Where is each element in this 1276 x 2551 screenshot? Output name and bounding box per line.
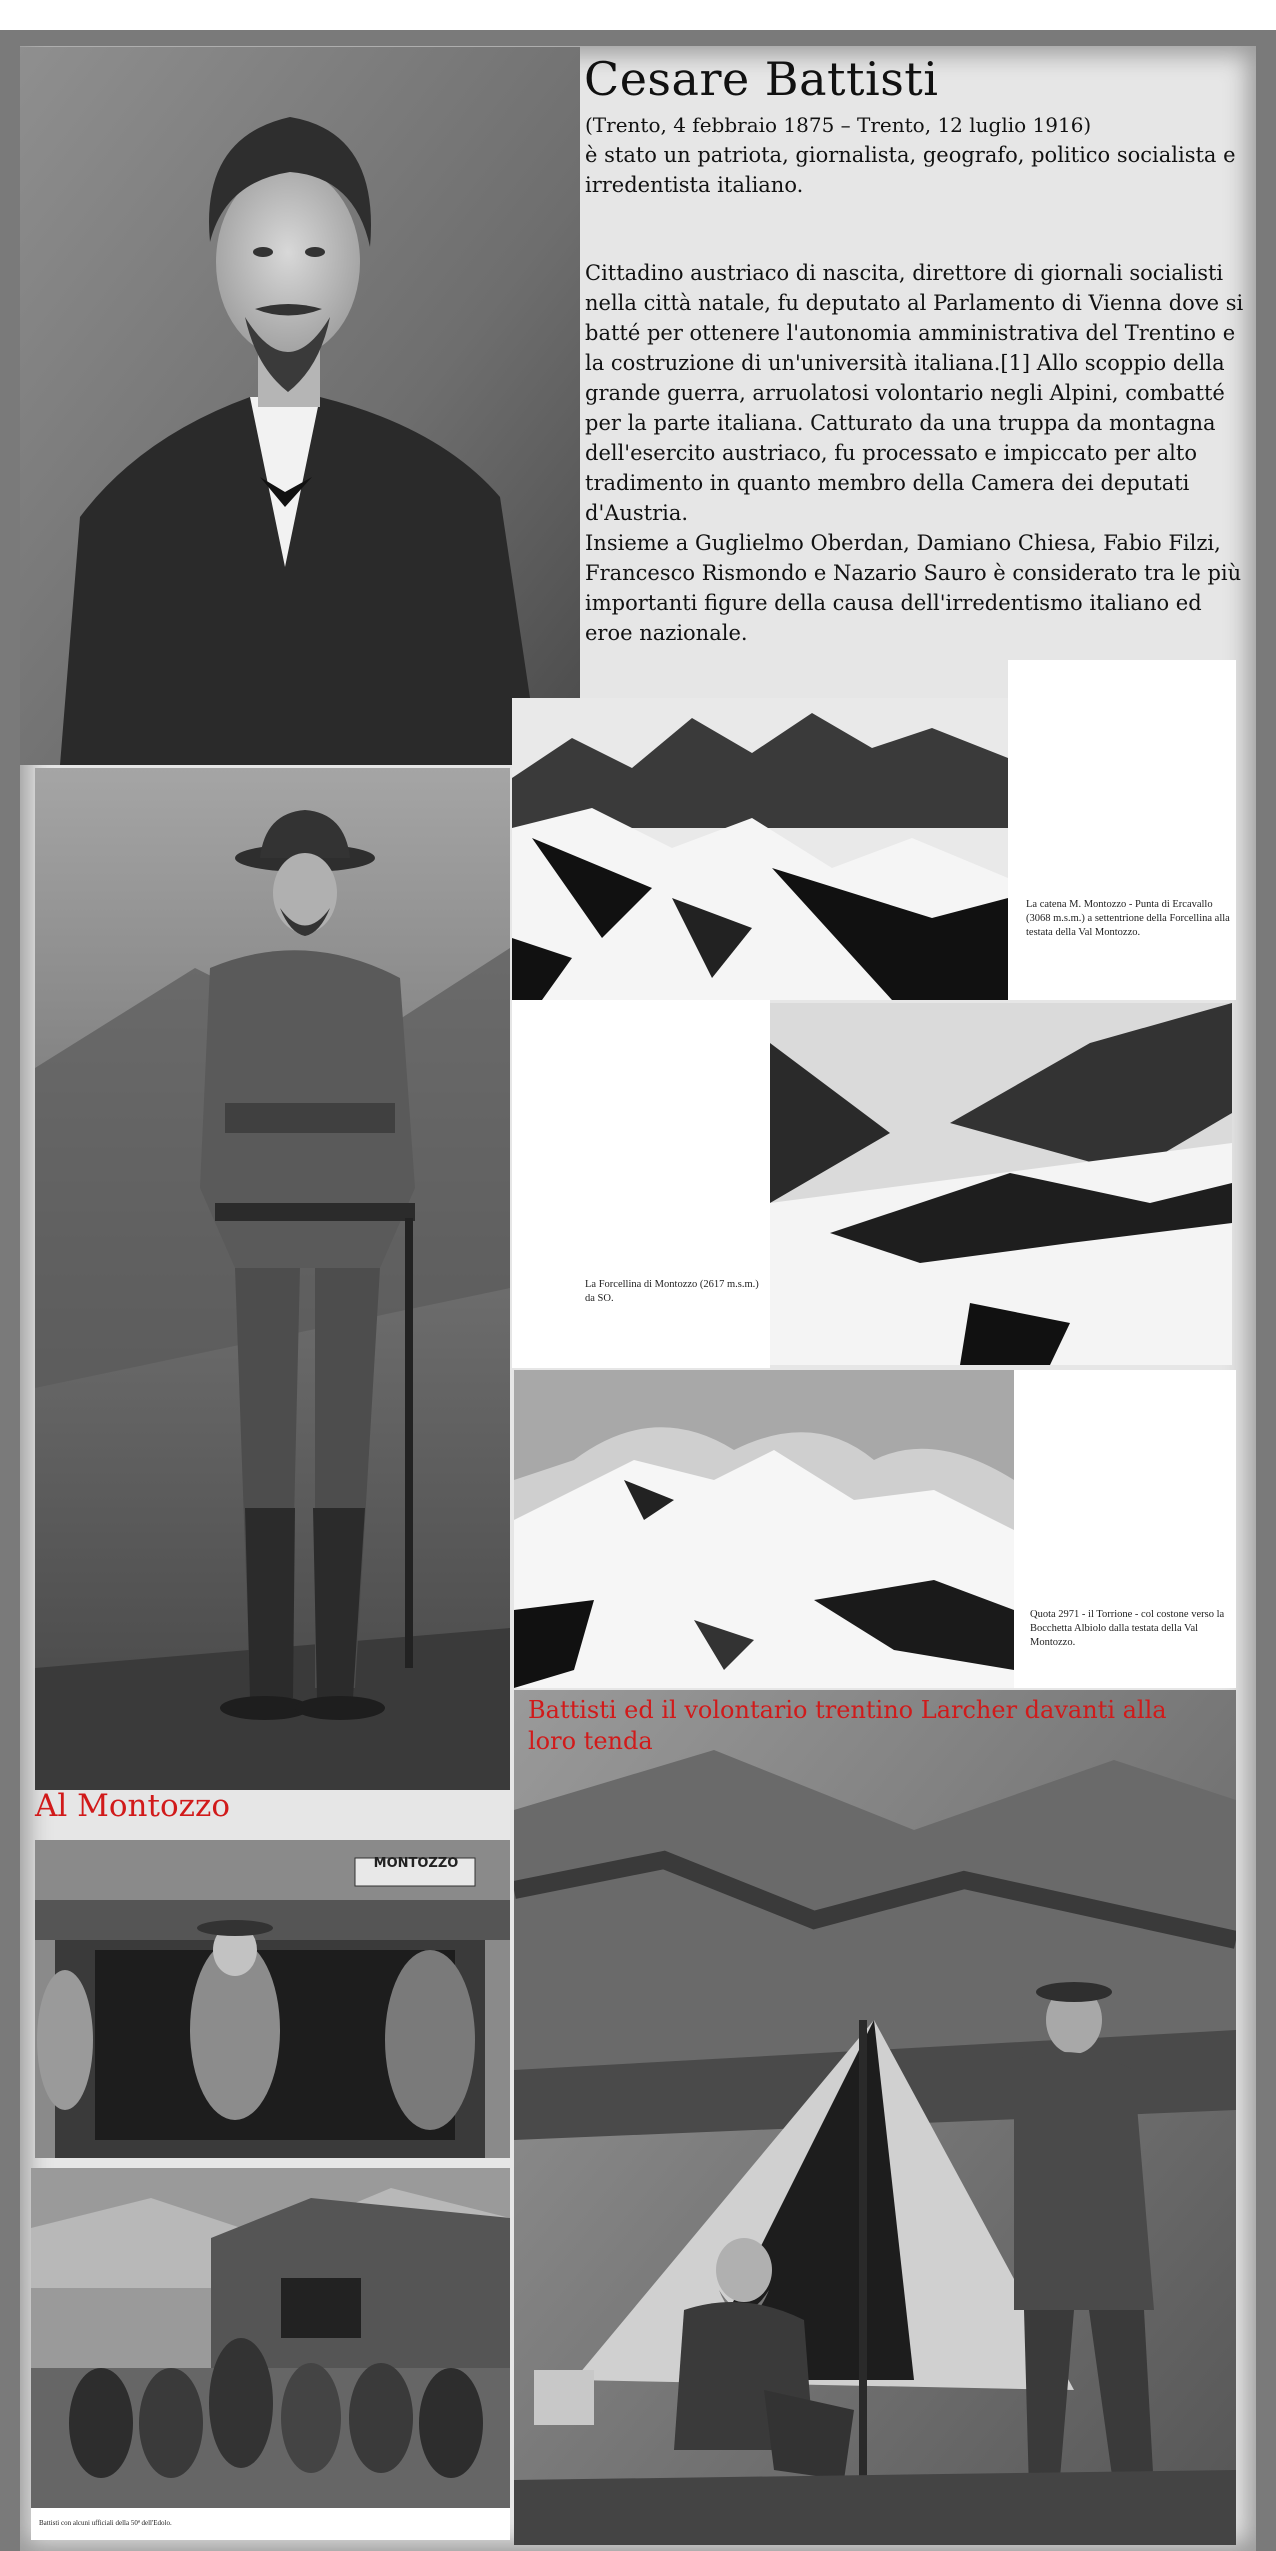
life-dates: (Trento, 4 febbraio 1875 – Trento, 12 luglio 1916) xyxy=(585,113,1092,137)
mountain-photo-1 xyxy=(512,698,1008,1000)
tent-photo xyxy=(514,1690,1236,2545)
page-title: Cesare Battisti xyxy=(584,52,939,106)
caption-officers: Battisti con alcuni ufficiali della 50ª dell'Edolo. xyxy=(39,2519,172,2527)
montozzo-hut-photo xyxy=(35,1840,510,2158)
mountain-photo-2-margin xyxy=(512,1000,770,1368)
tent-heading: Battisti ed il volontario trentino Larcher davanti alla loro tenda xyxy=(528,1696,1167,1755)
standing-soldier-photo xyxy=(35,768,510,1790)
portrait-photo xyxy=(20,47,580,765)
caption-mountain-3: Quota 2971 - il Torrione - col costone verso la Bocchetta Albiolo dalla testata della Val Montozzo. xyxy=(1030,1609,1225,1648)
mountain-photo-2 xyxy=(770,1003,1232,1365)
mountain-photo-1-margin xyxy=(1008,660,1236,1000)
intro-text: è stato un patriota, giornalista, geografo, politico socialista e irredentista italiano. xyxy=(585,143,1236,197)
biography-paragraph-1: Cittadino austriaco di nascita, direttore di giornali socialisti nella città natale, fu deputato al Parlamento di Vienna dove si batté per ottenere l'autonomia amministrativa del Trentino e la costruzione di un'università italiana.[1] Allo scoppio della grande guerra, arruolatosi volontario negli Alpini, combatté per la parte italiana. Catturato da una truppa da montagna dell'esercito austriaco, fu processato e impiccato per alto tradimento in quanto membro della Camera dei deputati d'Austria. xyxy=(585,261,1244,525)
portrait-image xyxy=(20,47,580,765)
mountain-photo-3 xyxy=(514,1370,1014,1688)
officers-photo xyxy=(31,2168,510,2540)
caption-mountain-2: La Forcellina di Montozzo (2617 m.s.m.) da SO. xyxy=(585,1279,759,1304)
al-montozzo-heading: Al Montozzo xyxy=(35,1788,230,1824)
montozzo-sign: MONTOZZO xyxy=(373,1856,459,1871)
caption-mountain-1: La catena M. Montozzo - Punta di Ercavallo (3068 m.s.m.) a settentrione della Forcellina alla testata della Val Montozzo. xyxy=(1026,899,1230,938)
biography-paragraph-2: Insieme a Guglielmo Oberdan, Damiano Chiesa, Fabio Filzi, Francesco Rismondo e Nazario Sauro è considerato tra le più importanti figure della causa dell'irredentismo italiano ed eroe nazionale. xyxy=(585,531,1242,645)
